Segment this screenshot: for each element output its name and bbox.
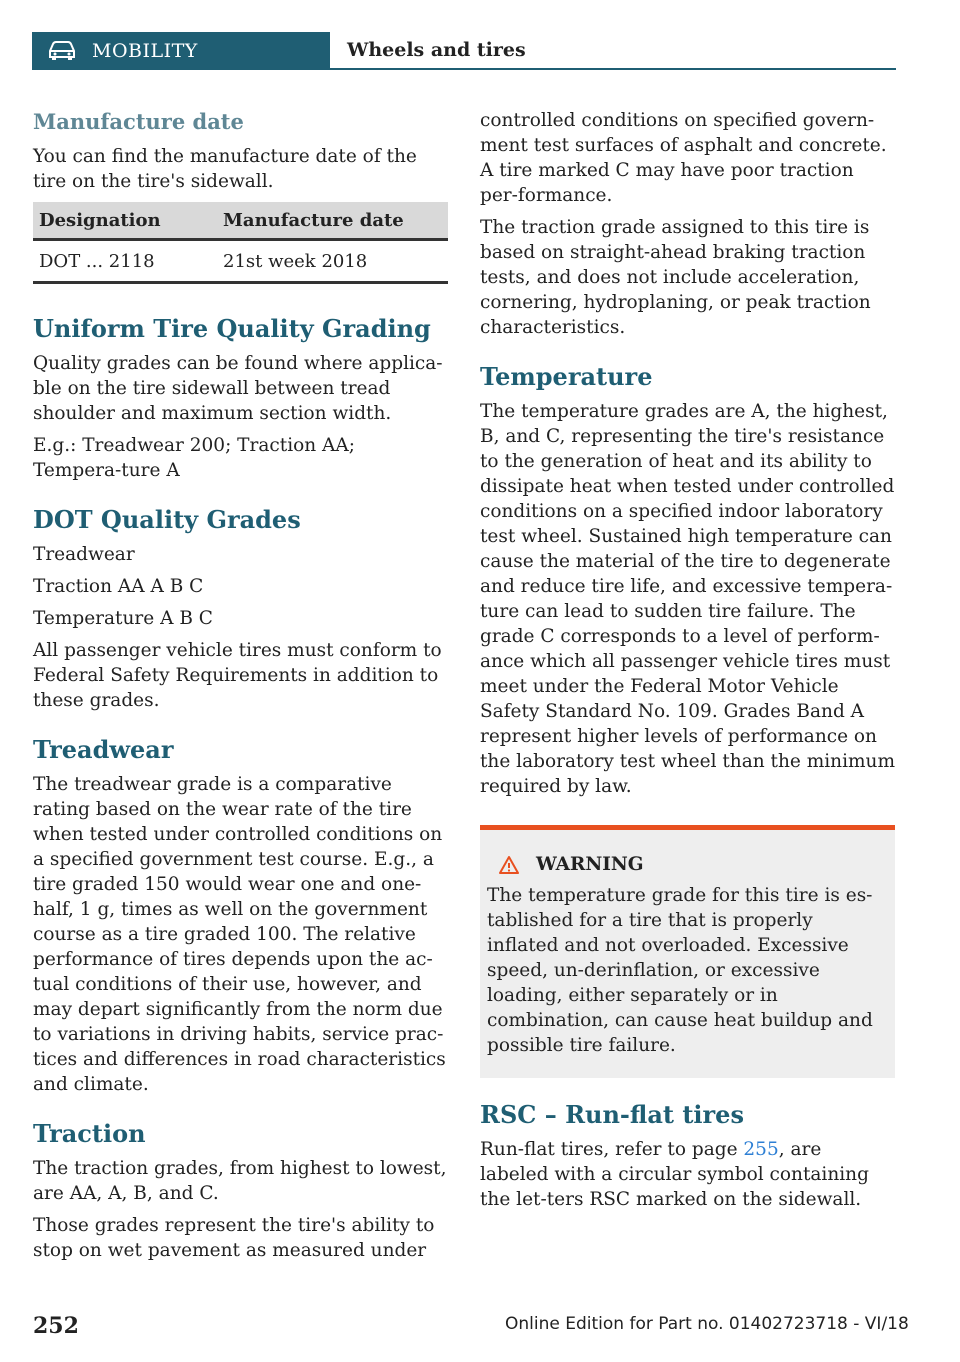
manufacture-date-text: You can find the manufacture date of the tire on the tire's sidewall. (33, 146, 417, 192)
section-tab (32, 32, 330, 70)
temperature-text: The temperature grades are A, the highest, B, and C, representing the tire's resistance to the generation of heat and its ability to dissipate heat when tested under controlled conditions on a specified indoor laboratory test wheel. Sustained high temperature can cause the material of the tire to degenerate and reduce tire life, and excessive tempera-ture can lead to sudden tire failure. The grade C corresponds to a level of perform-ance which all passenger vehicle tires must meet under the Federal Motor Vehicle Safety Standard No. 109. Grades Band A represent higher levels of performance on the laboratory test wheel than the minimum required by law. (480, 401, 896, 797)
table-cell: 21st week 2018 (217, 240, 448, 283)
warning-triangle-icon (498, 855, 520, 875)
treadwear-heading: Treadwear (33, 735, 174, 764)
warning-box (480, 825, 895, 1078)
page-header (32, 32, 896, 72)
dot-line-temperature: Temperature A B C (33, 608, 213, 629)
utqg-text: Quality grades can be found where applica-ble on the tire sidewall between tread shoulder and maximum section width. (33, 353, 443, 424)
dot-line-traction: Traction AA A B C (33, 576, 204, 597)
utqg-example: E.g.: Treadwear 200; Traction AA; Tempera-ture A (33, 435, 355, 481)
traction-text: The traction grades, from highest to lowest, are AA, A, B, and C. (33, 1158, 447, 1204)
traction-heading: Traction (33, 1119, 146, 1148)
car-icon (46, 40, 80, 62)
traction-continuation: controlled conditions on specified govern-ment test surfaces of asphalt and concrete. A tire marked C may have poor traction per-formance. (480, 110, 887, 206)
warning-title: WARNING (536, 854, 644, 875)
edition-footer: Online Edition for Part no. 01402723718 - VI/18 (505, 1314, 909, 1334)
table-row (33, 240, 448, 283)
rsc-text-end: , are labeled with a circular symbol containing the let-ters RSC marked on the sidewall. (480, 1139, 869, 1210)
traction-text-continued: Those grades represent the tire's ability to stop on wet pavement as measured under (33, 1215, 435, 1261)
temperature-heading: Temperature (480, 362, 653, 391)
right-column (480, 108, 895, 1219)
rsc-text (480, 1137, 895, 1212)
table-header: Manufacture date (217, 202, 448, 240)
manufacture-date-heading: Manufacture date (33, 109, 244, 134)
rsc-text-start: Run-flat tires, refer to page (480, 1139, 744, 1160)
warning-header (487, 852, 888, 877)
dot-line-treadwear: Treadwear (33, 544, 135, 565)
dot-grades-heading: DOT Quality Grades (33, 505, 301, 534)
table-cell: DOT ... 2118 (33, 240, 217, 283)
treadwear-text: The treadwear grade is a comparative rating based on the wear rate of the tire when tested under controlled conditions on a specified government test course. E.g., a tire graded 150 would wear one and one-half, 1 g, times as well on the government course as a tire graded 100. The relative performance of tires depends upon the ac-tual conditions of their use, however, and may depart significantly from the norm due to variations in driving habits, service prac-tices and differences in road characteristics and climate. (33, 774, 446, 1095)
dot-text: All passenger vehicle tires must conform to Federal Safety Requirements in addition to these grades. (33, 640, 442, 711)
warning-text: The temperature grade for this tire is es-tablished for a tire that is properly inflated and not overloaded. Excessive speed, un-derinflation, or excessive loading, either separately or in combination, can cause heat buildup and possible tire failure. (487, 885, 873, 1056)
chapter-title: Wheels and tires (330, 32, 896, 70)
utqg-heading: Uniform Tire Quality Grading (33, 314, 431, 343)
rsc-heading: RSC – Run-flat tires (480, 1100, 744, 1129)
manufacture-date-table (33, 202, 448, 284)
traction-grade-text: The traction grade assigned to this tire is based on straight-ahead braking traction tests, and does not include acceleration, cornering, hydroplaning, or peak traction characteristics. (480, 217, 871, 338)
table-header: Designation (33, 202, 217, 240)
page-number: 252 (33, 1313, 79, 1339)
left-column (33, 108, 448, 1270)
section-title: MOBILITY (92, 40, 198, 62)
page-reference-link[interactable]: 255 (743, 1139, 779, 1160)
